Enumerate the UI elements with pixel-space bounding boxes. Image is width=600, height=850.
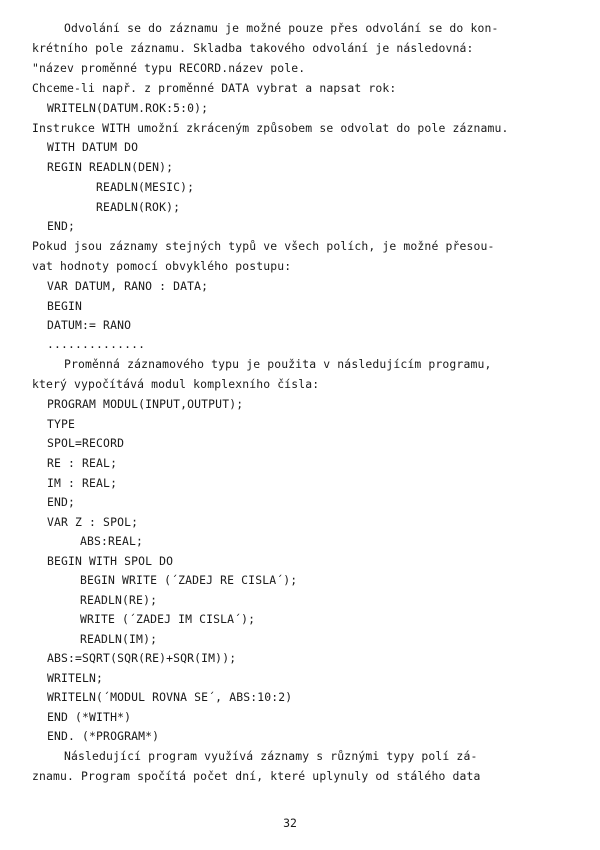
code-line: END; (47, 495, 76, 509)
text-line: krétního pole záznamu. Skladba takového odvolání je následovná: (32, 41, 474, 55)
text-line: Pokud jsou záznamy stejných typů ve všech polích, je možné přesou- (32, 239, 495, 253)
code-line: .............. (47, 337, 146, 351)
code-line: END; (47, 219, 76, 233)
code-line: SPOL=RECORD (47, 436, 125, 450)
code-line: END. (*PROGRAM*) (47, 729, 160, 743)
text-line: Proměnná záznamového typu je použita v následujícím programu, (64, 357, 492, 371)
code-line: READLN(IM); (80, 632, 158, 646)
code-line: READLN(RE); (80, 593, 158, 607)
code-line: DATUM:= RANO (47, 318, 132, 332)
text-line: vat hodnoty pomocí obvyklého postupu: (32, 259, 292, 273)
text-line: "název proměnné typu RECORD.název pole. (32, 61, 306, 75)
code-line: BEGIN (47, 299, 83, 313)
code-line: VAR DATUM, RANO : DATA; (47, 279, 209, 293)
text-line: který vypočítává modul komplexního čísla: (32, 377, 320, 391)
code-line: ABS:REAL; (80, 534, 144, 548)
code-line: WRITE (´ZADEJ IM CISLA´); (80, 612, 256, 626)
text-line: Instrukce WITH umožní zkráceným způsobem se odvolat do pole záznamu. (32, 121, 509, 135)
text-line: Chceme-li např. z proměnné DATA vybrat a napsat rok: (32, 81, 397, 95)
code-line: WRITELN; (47, 671, 104, 685)
text-line: Následující program využívá záznamy s různými typy polí zá- (64, 749, 478, 763)
code-line: IM : REAL; (47, 476, 118, 490)
code-line: REGIN READLN(DEN); (47, 160, 174, 174)
code-line: WRITELN(DATUM.ROK:5:0); (47, 101, 209, 115)
code-line: READLN(MESIC); (96, 180, 195, 194)
code-line: BEGIN WRITE (´ZADEJ RE CISLA´); (80, 573, 298, 587)
code-line: BEGIN WITH SPOL DO (47, 554, 174, 568)
page-number: 32 (283, 816, 297, 830)
code-line: ABS:=SQRT(SQR(RE)+SQR(IM)); (47, 651, 237, 665)
text-line: Odvolání se do záznamu je možné pouze přes odvolání se do kon- (64, 21, 499, 35)
code-line: READLN(ROK); (96, 200, 181, 214)
code-line: WITH DATUM DO (47, 140, 139, 154)
code-line: TYPE (47, 417, 76, 431)
code-line: END (*WITH*) (47, 710, 132, 724)
code-line: RE : REAL; (47, 456, 118, 470)
code-line: WRITELN(´MODUL ROVNA SE´, ABS:10:2) (47, 690, 293, 704)
code-line: PROGRAM MODUL(INPUT,OUTPUT); (47, 397, 244, 411)
code-line: VAR Z : SPOL; (47, 515, 139, 529)
text-line: znamu. Program spočítá počet dní, které uplynuly od stálého data (32, 769, 481, 783)
